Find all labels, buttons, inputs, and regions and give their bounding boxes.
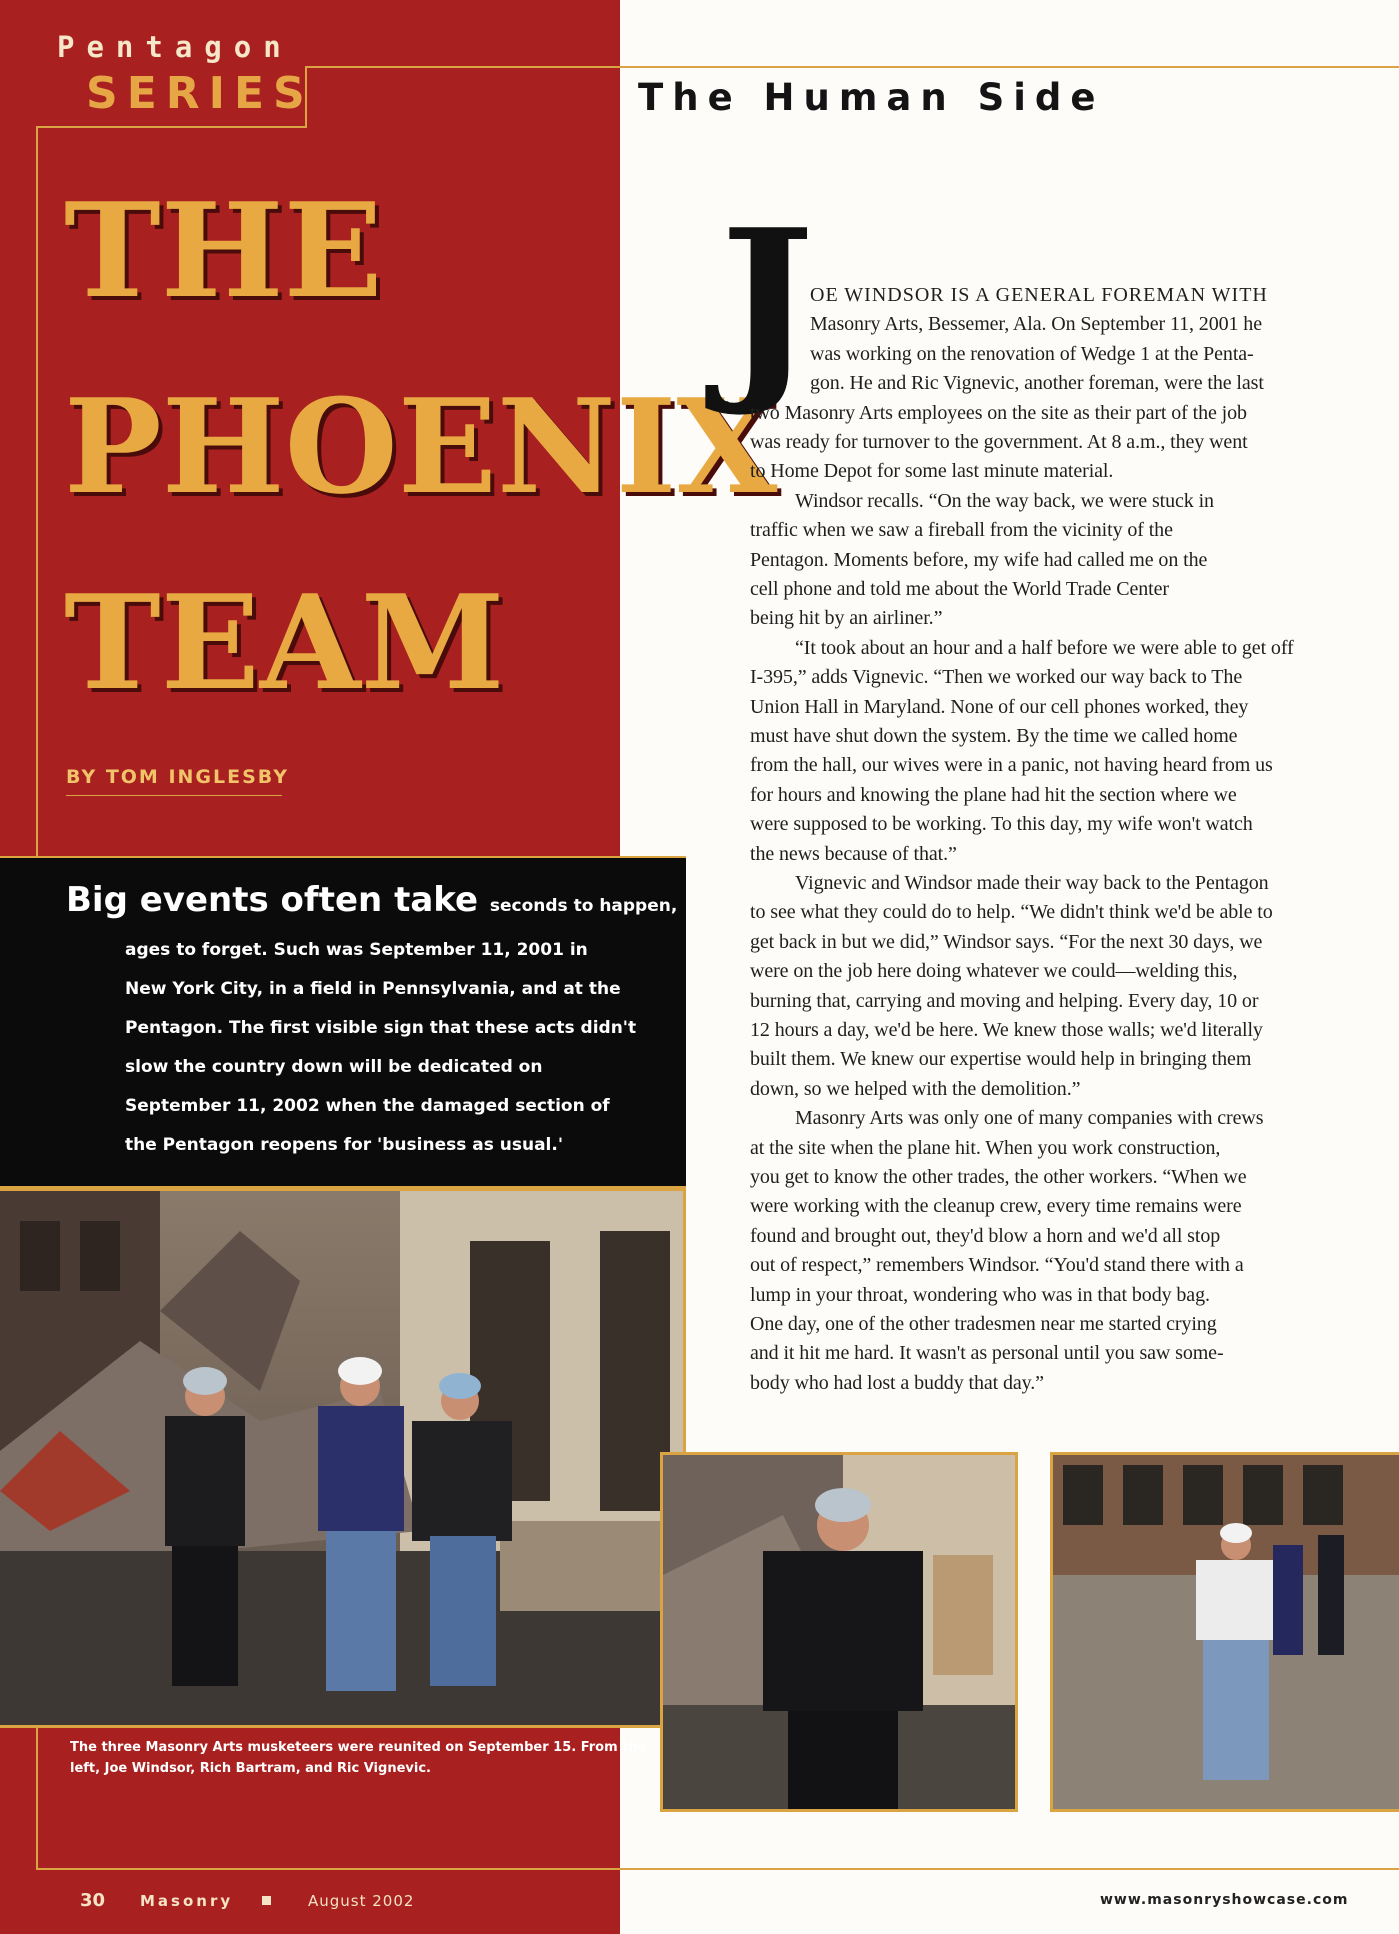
body-line: Masonry Arts, Bessemer, Ala. On September 11, 2001 he [810, 313, 1262, 336]
pullquote-line: the Pentagon reopens for 'business as usual.' [125, 1135, 564, 1155]
series-kicker: Pentagon [57, 30, 293, 64]
body-line: and it hit me hard. It wasn't as personal until you saw some- [750, 1342, 1224, 1365]
body-line: built them. We knew our expertise would help in bringing them [750, 1048, 1252, 1071]
body-line: were working with the cleanup crew, every time remains were [750, 1195, 1242, 1218]
body-line: down, so we helped with the demolition.” [750, 1077, 1081, 1100]
byline: BY TOM INGLESBY [66, 766, 289, 788]
photo-worker-windsor-image [663, 1455, 1015, 1809]
body-line: were supposed to be working. To this day, my wife won't watch [750, 813, 1253, 836]
pullquote-line: slow the country down will be dedicated on [125, 1057, 543, 1077]
body-line: 12 hours a day, we'd be here. We knew those walls; we'd literally [750, 1019, 1263, 1041]
body-line: two Masonry Arts employees on the site as their part of the job [750, 401, 1247, 424]
pullquote-line: New York City, in a field in Pennsylvania, and at the [125, 979, 621, 999]
body-line: was ready for turnover to the government. At 8 a.m., they went [750, 431, 1248, 453]
magazine-name: Masonry [140, 1892, 234, 1910]
body-line: OE WINDSOR IS A GENERAL FOREMAN WITH [810, 284, 1268, 306]
body-line: were on the job here doing whatever we could—welding this, [750, 960, 1238, 983]
body-line: Union Hall in Maryland. None of our cell phones worked, they [750, 695, 1249, 718]
series-rule-bottom [36, 126, 307, 128]
article-title-line-2: PHOENIX [64, 370, 778, 523]
body-line: must have shut down the system. By the time we called home [750, 725, 1238, 747]
issue-date: August 2002 [308, 1892, 415, 1910]
body-line: get back in but we did,” Windsor says. “For the next 30 days, we [750, 930, 1263, 953]
body-line: “It took about an hour and a half before we were able to get off [795, 636, 1294, 659]
body-line: was working on the renovation of Wedge 1 at the Penta- [810, 342, 1254, 365]
body-line: I-395,” adds Vignevic. “Then we worked our way back to The [750, 666, 1243, 689]
body-line: at the site when the plane hit. When you work construction, [750, 1136, 1221, 1159]
body-line: Pentagon. Moments before, my wife had called me on the [750, 548, 1208, 571]
photo-caption-line: The three Masonry Arts musketeers were reunited on September 15. From the [70, 1740, 647, 1755]
photo-worker-white-shirt-image [1053, 1455, 1399, 1809]
byline-rule [66, 795, 282, 796]
body-line: from the hall, our wives were in a panic, not having heard from us [750, 754, 1273, 777]
photo-caption-line: left, Joe Windsor, Rich Bartram, and Ric Vignevic. [70, 1760, 431, 1776]
pullquote-line: ages to forget. Such was September 11, 2001 in [125, 940, 588, 960]
body-line: lump in your throat, wondering who was in that body bag. [750, 1283, 1210, 1306]
body-line: to see what they could do to help. “We didn't think we'd be able to [750, 901, 1273, 924]
body-line: out of respect,” remembers Windsor. “You'd stand there with a [750, 1254, 1244, 1277]
folio-separator [262, 1896, 271, 1905]
body-line: body who had lost a buddy that day.” [750, 1371, 1044, 1394]
section-title: The Human Side [638, 76, 1105, 119]
body-line: the news because of that.” [750, 842, 957, 865]
series-label: SERIES [86, 68, 314, 119]
body-line: found and brought out, they'd blow a horn and we'd all stop [750, 1224, 1221, 1247]
body-line: Windsor recalls. “On the way back, we were stuck in [795, 489, 1214, 512]
bottom-rule [36, 1868, 1399, 1870]
body-line: to Home Depot for some last minute material. [750, 460, 1114, 483]
website-url: www.masonryshowcase.com [1100, 1892, 1349, 1908]
photo-three-workers-image [0, 1191, 686, 1728]
body-line: cell phone and told me about the World Trade Center [750, 578, 1169, 600]
body-line: One day, one of the other tradesmen near me started crying [750, 1313, 1217, 1335]
photo-worker-white-shirt [1050, 1452, 1399, 1812]
pullquote-lead-rest: seconds to happen, [489, 896, 678, 916]
page-number: 30 [80, 1890, 106, 1911]
pullquote-lead [66, 880, 677, 920]
body-line: Masonry Arts was only one of many companies with crews [795, 1107, 1264, 1130]
body-line: burning that, carrying and moving and helping. Every day, 10 or [750, 989, 1259, 1012]
body-line: gon. He and Ric Vignevic, another foreman, were the last [810, 372, 1264, 395]
body-line: for hours and knowing the plane had hit the section where we [750, 783, 1237, 806]
drop-cap: J [720, 186, 815, 421]
pullquote-lead-big: Big events often take [66, 880, 479, 920]
body-line: you get to know the other trades, the other workers. “When we [750, 1166, 1247, 1188]
pullquote-line: Pentagon. The first visible sign that these acts didn't [125, 1018, 637, 1038]
photo-worker-windsor [660, 1452, 1018, 1812]
photo-three-workers [0, 1188, 686, 1728]
article-title-line-1: THE [64, 174, 383, 327]
body-line: traffic when we saw a fireball from the vicinity of the [750, 519, 1173, 542]
body-line: being hit by an airliner.” [750, 607, 943, 630]
top-rule [305, 66, 1399, 68]
pullquote-line: September 11, 2002 when the damaged section of [125, 1096, 610, 1116]
photo-caption [70, 1738, 646, 1780]
body-line: Vignevic and Windsor made their way back to the Pentagon [795, 872, 1269, 894]
article-title-line-3: TEAM [64, 566, 505, 719]
